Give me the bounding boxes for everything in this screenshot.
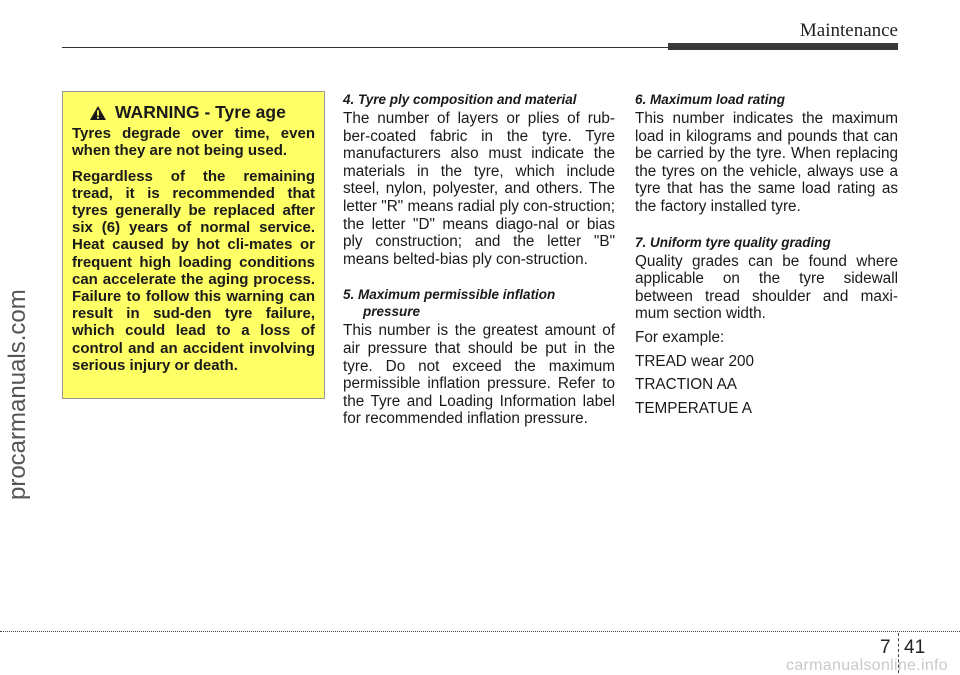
example-item: TREAD wear 200	[635, 352, 755, 370]
column-right	[635, 91, 898, 420]
section-body-pressure: This number is the greatest amount of air pressure that should be put in the tyre. Do not exceed the maximum permissible inflation pressure. Refer to the Tyre and Loading Information label for recommended inflation pressure.	[343, 322, 615, 428]
column-middle	[343, 91, 615, 446]
warning-title: WARNING - Tyre age	[115, 102, 286, 122]
section-body-ply: The number of layers or plies of rub-ber-coated fabric in the tyre. Tyre manufacturers also must indicate the materials in the tyre, which include steel, nylon, polyester, and others. The letter "R" means radial ply con-struction; the letter "D" means diago-nal or bias ply construction; and the letter "B" means belted-bias ply con-struction.	[343, 110, 615, 268]
section-body-grading: Quality grades can be found where applicable on the tyre sidewall between tread shoulder and maxi-mum section width.	[635, 252, 898, 323]
section-title: Maintenance	[799, 20, 898, 41]
section-heading-grading: 7. Uniform tyre quality grading	[635, 234, 831, 250]
warning-triangle-icon	[89, 105, 107, 121]
section-heading-ply: 4. Tyre ply composition and material	[343, 92, 577, 107]
side-watermark: procarmanuals.com	[4, 289, 31, 500]
example-item: TEMPERATUE A	[635, 399, 753, 417]
header-rule	[62, 47, 898, 48]
example-label: For example:	[635, 328, 725, 346]
warning-paragraph: Tyres degrade over time, even when they are not being used.	[72, 125, 315, 160]
warning-paragraph: Regardless of the remaining tread, it is recommended that tyres generally be replaced after six (6) years of normal service. Heat caused by hot cli-mates or frequent high loading conditions can accelerate the aging process. Failure to follow this warning can result in sud-den tyre failure, which could lead to a loss of control and an accident involving serious injury or death.	[72, 167, 315, 374]
warning-box	[62, 91, 325, 399]
section-body-load: This number indicates the maximum load in kilograms and pounds that can be carried by the tyre. When replacing the tyres on the vehicle, always use a tyre that has the same load rating as the factory installed tyre.	[635, 110, 898, 215]
chapter-number: 7	[880, 637, 891, 658]
page-number: 41	[904, 637, 926, 658]
footer-rule	[0, 631, 960, 632]
section-heading-load: 6. Maximum load rating	[635, 92, 786, 107]
section-heading-pressure: 5. Maximum permissible inflation pressure	[343, 287, 556, 320]
example-item: TRACTION AA	[635, 376, 737, 394]
warning-header	[89, 104, 315, 121]
footer-watermark: carmanualsonline.info	[786, 657, 948, 674]
